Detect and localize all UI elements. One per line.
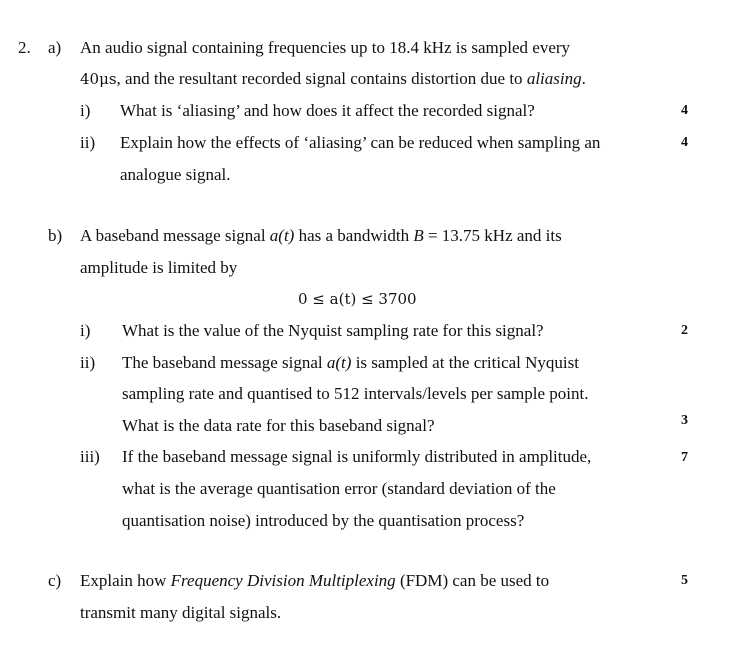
part-c-line-1: Explain how Frequency Division Multiplexing (FDM) can be used to <box>80 571 550 590</box>
aliasing-term: aliasing <box>526 69 582 88</box>
part-a-line-2: 40μs, and the resultant recorded signal contains distortion due to aliasing. <box>80 69 586 88</box>
part-b-line-1: A baseband message signal a(t) has a bandwidth B = 13.75 kHz and its <box>80 226 562 245</box>
part-a-label: a) <box>48 38 62 57</box>
part-a-i-marks: 4 <box>681 103 688 118</box>
part-b-ii-marks: 3 <box>681 413 688 428</box>
fdm-term: Frequency Division Multiplexing <box>170 571 396 590</box>
sampling-interval: 40μs <box>80 70 117 88</box>
part-a-i-label: i) <box>80 101 91 120</box>
part-b-line-2: amplitude is limited by <box>80 258 238 277</box>
part-c-line-2: transmit many digital signals. <box>80 603 282 622</box>
part-c-label: c) <box>48 571 62 590</box>
part-b-iii-line-1: If the baseband message signal is uniformly distributed in amplitude, <box>122 447 592 466</box>
signal-function: a(t) <box>269 226 295 245</box>
part-b-iii-line-3: quantisation noise) introduced by the quantisation process? <box>122 511 525 530</box>
bandwidth-variable: B <box>413 226 424 245</box>
part-a-ii-marks: 4 <box>681 135 688 150</box>
part-b-ii-line-3: What is the data rate for this baseband signal? <box>122 416 435 435</box>
part-a-ii-line-1: Explain how the effects of ‘aliasing’ can be reduced when sampling an <box>120 133 601 152</box>
question-number: 2. <box>18 38 31 57</box>
part-b-iii-line-2: what is the average quantisation error (standard deviation of the <box>122 479 556 498</box>
part-b-i-marks: 2 <box>681 323 688 338</box>
part-b-ii-label: ii) <box>80 353 96 372</box>
part-b-iii-marks: 7 <box>681 450 688 465</box>
part-b-label: b) <box>48 226 63 245</box>
part-b-i-text: What is the value of the Nyquist sampling rate for this signal? <box>122 321 544 340</box>
part-b-ii-line-1: The baseband message signal a(t) is sampled at the critical Nyquist <box>122 353 579 372</box>
part-a-line-1: An audio signal containing frequencies up to 18.4 kHz is sampled every <box>80 38 571 57</box>
part-a-i-text: What is ‘aliasing’ and how does it affect the recorded signal? <box>120 101 535 120</box>
part-b-ii-line-2: sampling rate and quantised to 512 intervals/levels per sample point. <box>122 384 589 403</box>
part-b-iii-label: iii) <box>80 447 100 466</box>
part-a-ii-label: ii) <box>80 133 96 152</box>
part-a-ii-line-2: analogue signal. <box>120 165 231 184</box>
amplitude-equation: 0 ≤ a(t) ≤ 3700 <box>298 290 417 308</box>
signal-function: a(t) <box>326 353 352 372</box>
part-b-i-label: i) <box>80 321 91 340</box>
part-c-marks: 5 <box>681 573 688 588</box>
